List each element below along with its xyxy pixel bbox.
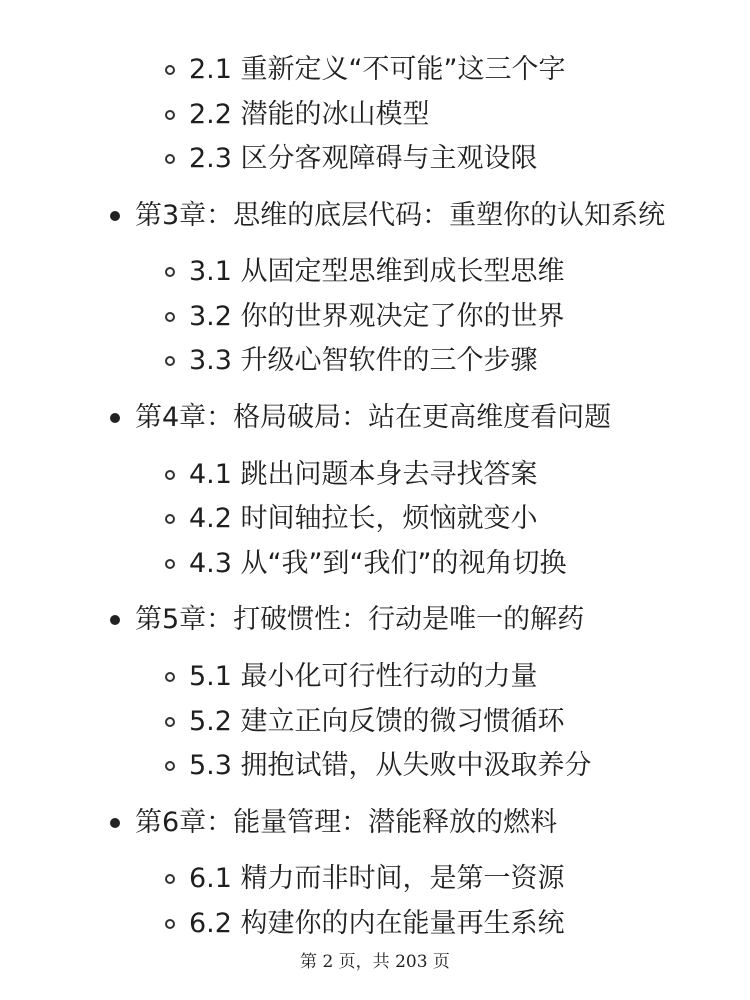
toc-section-6-2[interactable] bbox=[165, 906, 565, 942]
toc-section-2-2[interactable] bbox=[165, 97, 430, 133]
toc-section-label: 4.2 时间轴拉长，烦恼就变小 bbox=[189, 503, 538, 534]
toc-section-4-3[interactable] bbox=[165, 546, 566, 582]
hollow-circle-bullet-icon bbox=[165, 267, 175, 277]
toc-section-3-1[interactable] bbox=[165, 254, 565, 290]
hollow-circle-bullet-icon bbox=[165, 559, 175, 569]
toc-chapter-label: 第4章：格局破局：站在更高维度看问题 bbox=[135, 402, 612, 433]
toc-section-5-2[interactable] bbox=[165, 704, 565, 740]
filled-disc-bullet-icon bbox=[110, 818, 120, 828]
toc-chapter-4[interactable] bbox=[110, 400, 611, 436]
toc-section-label: 3.3 升级心智软件的三个步骤 bbox=[189, 345, 538, 376]
toc-chapter-6[interactable] bbox=[110, 805, 557, 841]
hollow-circle-bullet-icon bbox=[165, 514, 175, 524]
toc-section-label: 2.3 区分客观障碍与主观设限 bbox=[189, 143, 538, 174]
hollow-circle-bullet-icon bbox=[165, 874, 175, 884]
toc-section-3-3[interactable] bbox=[165, 343, 538, 379]
hollow-circle-bullet-icon bbox=[165, 154, 175, 164]
toc-section-label: 6.2 构建你的内在能量再生系统 bbox=[189, 908, 565, 939]
toc-section-label: 3.1 从固定型思维到成长型思维 bbox=[189, 256, 565, 287]
hollow-circle-bullet-icon bbox=[165, 672, 175, 682]
page-footer-page-info: 第 2 页，共 203 页 bbox=[300, 952, 450, 972]
toc-chapter-label: 第6章：能量管理：潜能释放的燃料 bbox=[135, 807, 558, 838]
hollow-circle-bullet-icon bbox=[165, 65, 175, 75]
filled-disc-bullet-icon bbox=[110, 211, 120, 221]
toc-chapter-label: 第3章：思维的底层代码：重塑你的认知系统 bbox=[135, 200, 666, 231]
toc-section-4-2[interactable] bbox=[165, 501, 538, 537]
hollow-circle-bullet-icon bbox=[165, 761, 175, 771]
toc-section-5-1[interactable] bbox=[165, 659, 538, 695]
toc-section-3-2[interactable] bbox=[165, 299, 565, 335]
toc-section-label: 2.1 重新定义“不可能”这三个字 bbox=[189, 54, 566, 85]
toc-section-4-1[interactable] bbox=[165, 457, 538, 493]
toc-section-label: 3.2 你的世界观决定了你的世界 bbox=[189, 301, 565, 332]
toc-section-2-1[interactable] bbox=[165, 52, 566, 88]
toc-section-label: 5.2 建立正向反馈的微习惯循环 bbox=[189, 706, 565, 737]
toc-section-label: 6.1 精力而非时间，是第一资源 bbox=[189, 863, 565, 894]
toc-chapter-3[interactable] bbox=[110, 198, 665, 234]
toc-section-label: 5.3 拥抱试错，从失败中汲取养分 bbox=[189, 750, 592, 781]
toc-chapter-label: 第5章：打破惯性：行动是唯一的解药 bbox=[135, 604, 585, 635]
hollow-circle-bullet-icon bbox=[165, 312, 175, 322]
toc-section-label: 2.2 潜能的冰山模型 bbox=[189, 99, 430, 130]
toc-section-label: 4.1 跳出问题本身去寻找答案 bbox=[189, 459, 538, 490]
filled-disc-bullet-icon bbox=[110, 615, 120, 625]
toc-section-5-3[interactable] bbox=[165, 748, 592, 784]
toc-section-2-3[interactable] bbox=[165, 141, 538, 177]
hollow-circle-bullet-icon bbox=[165, 919, 175, 929]
hollow-circle-bullet-icon bbox=[165, 356, 175, 366]
hollow-circle-bullet-icon bbox=[165, 717, 175, 727]
hollow-circle-bullet-icon bbox=[165, 470, 175, 480]
toc-section-label: 4.3 从“我”到“我们”的视角切换 bbox=[189, 548, 567, 579]
toc-section-6-1[interactable] bbox=[165, 861, 565, 897]
toc-chapter-5[interactable] bbox=[110, 602, 584, 638]
toc-section-label: 5.1 最小化可行性行动的力量 bbox=[189, 661, 538, 692]
filled-disc-bullet-icon bbox=[110, 413, 120, 423]
hollow-circle-bullet-icon bbox=[165, 110, 175, 120]
